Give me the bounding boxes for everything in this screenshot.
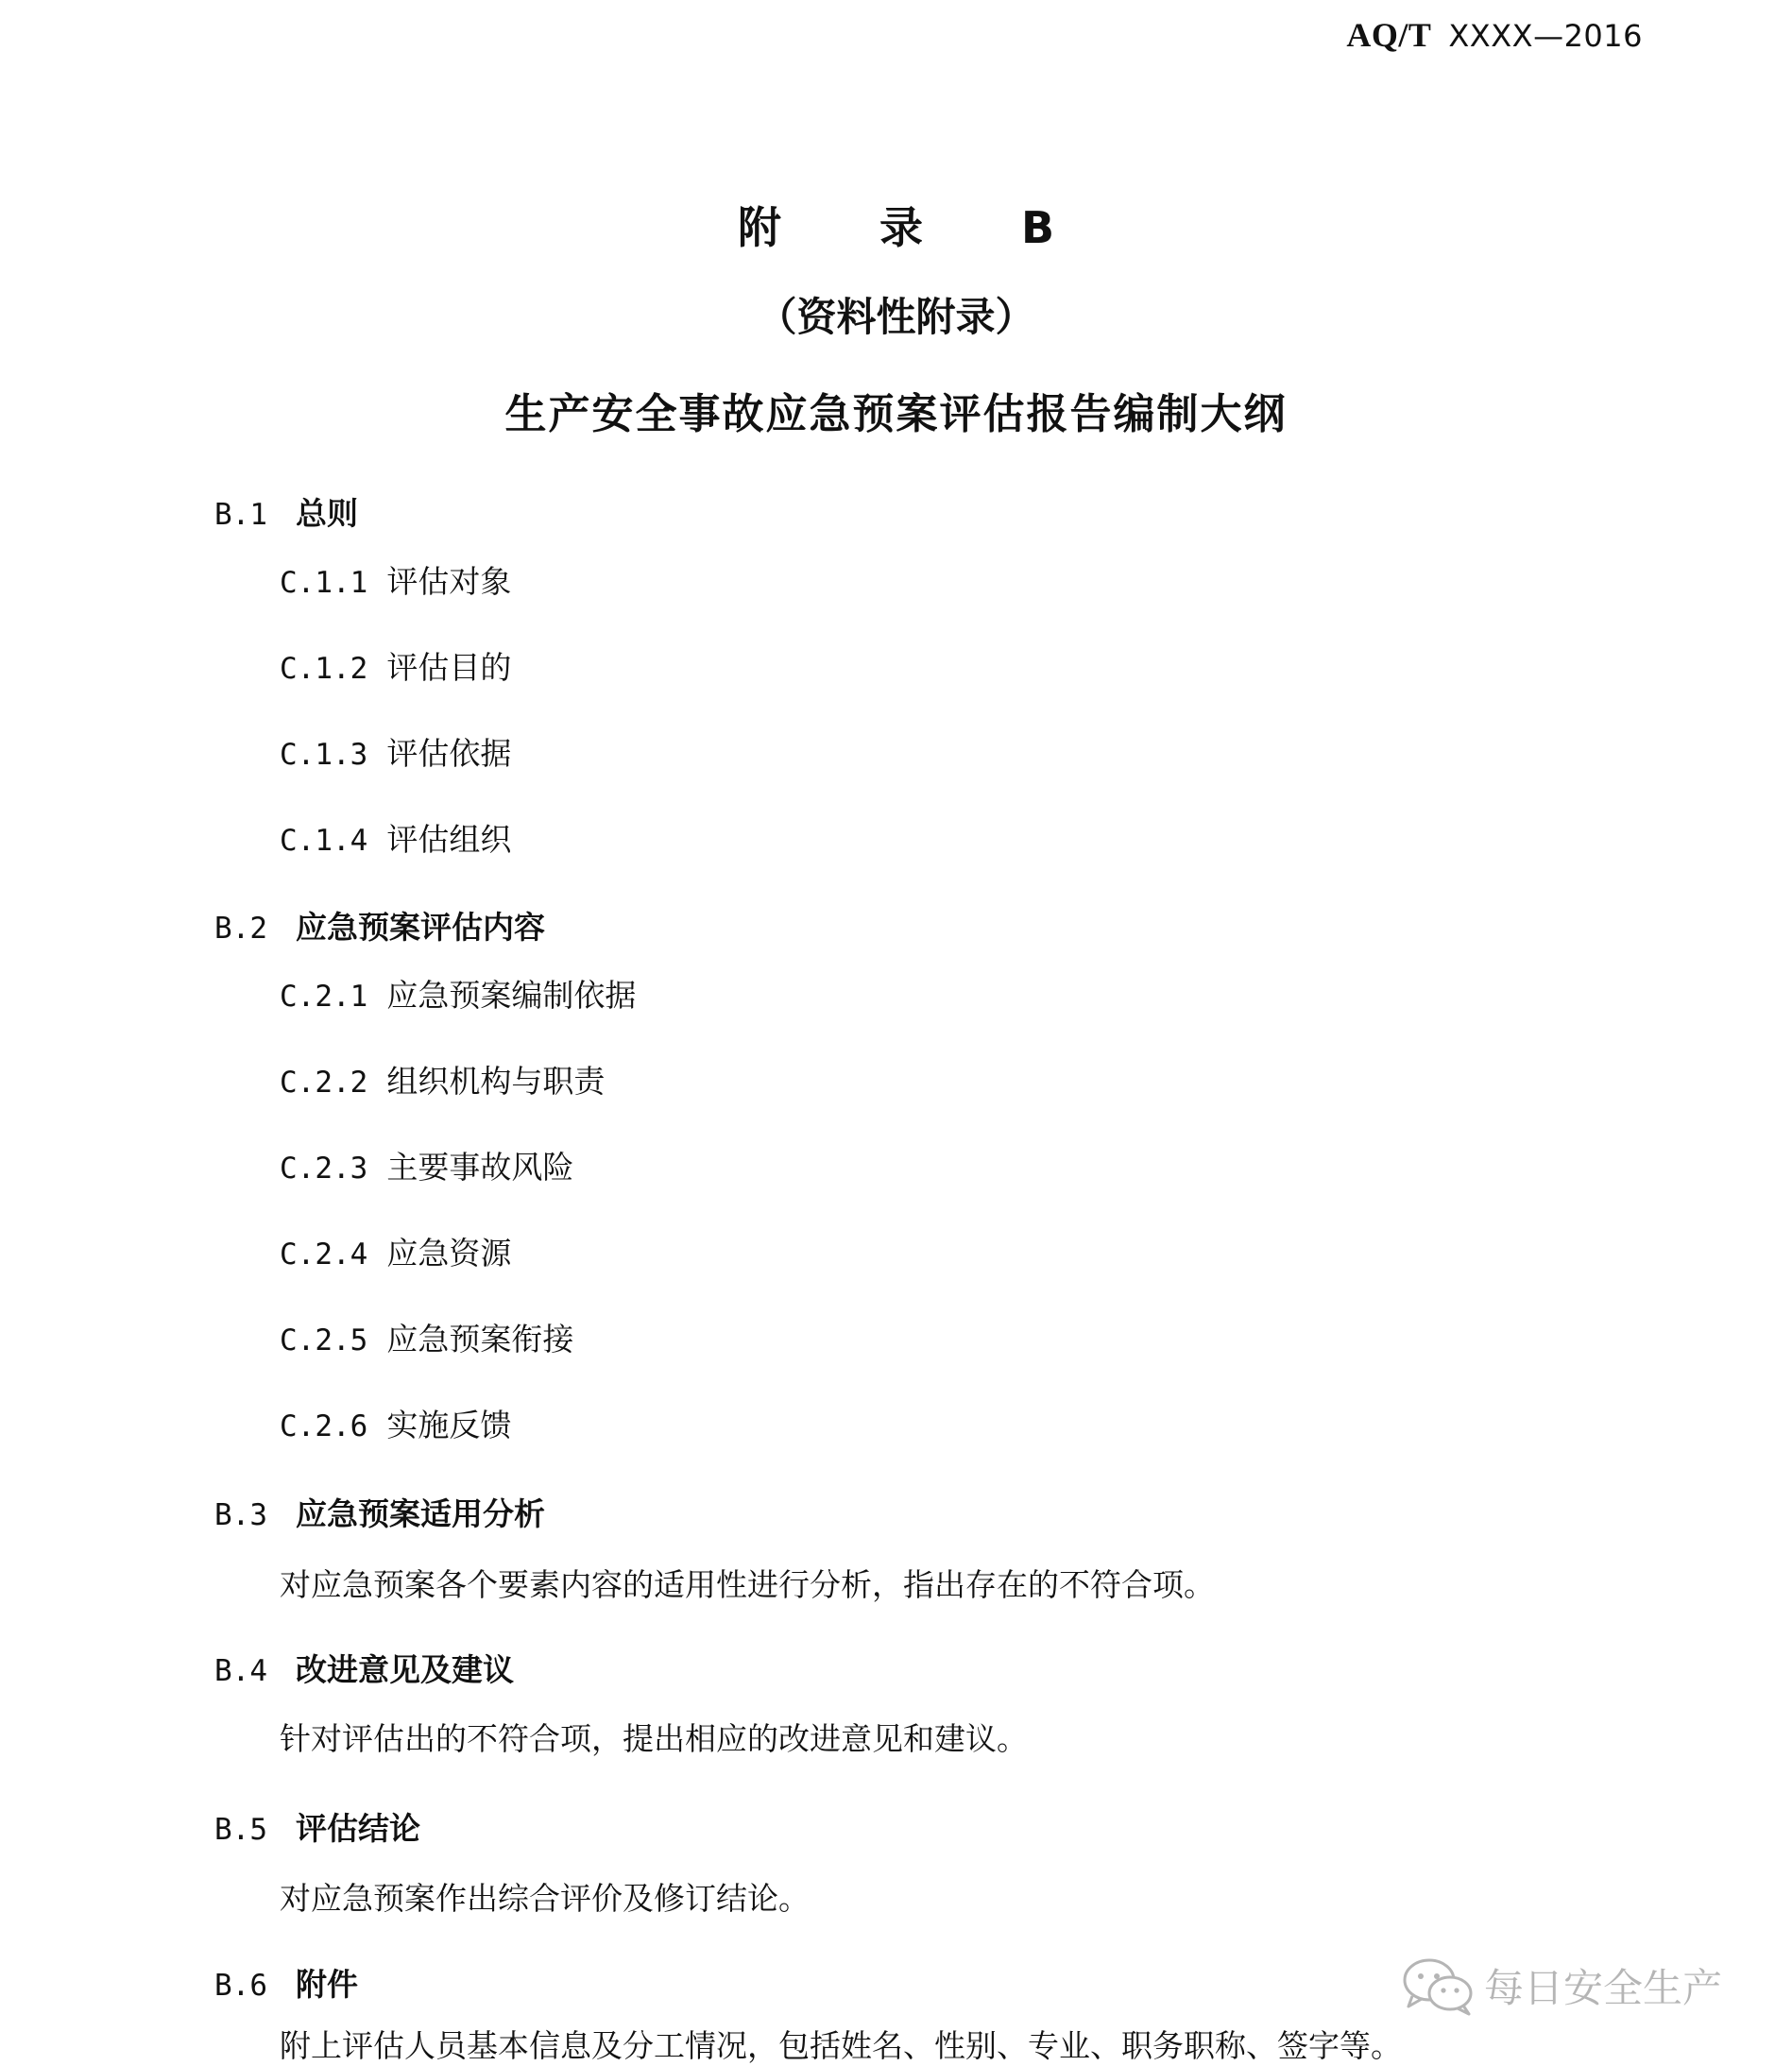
- section-title: 评估结论: [296, 1810, 420, 1847]
- subsection-item: [280, 1315, 573, 1359]
- section-heading-b3: [214, 1490, 545, 1534]
- subsection-number: C.2.3: [280, 1152, 368, 1186]
- subsection-item: [280, 1143, 573, 1187]
- subsection-number: C.2.1: [280, 980, 368, 1014]
- wechat-icon: [1401, 1955, 1475, 2016]
- subsection-number: C.2.2: [280, 1066, 368, 1100]
- subsection-number: C.1.3: [280, 738, 368, 772]
- subsection-label: 评估依据: [386, 735, 512, 772]
- subsection-number: C.2.5: [280, 1323, 368, 1357]
- section-title: 应急预案适用分析: [296, 1495, 545, 1532]
- subsection-item: [280, 1229, 511, 1273]
- subsection-label: 应急预案编制依据: [386, 977, 637, 1014]
- subsection-number: C.1.1: [280, 566, 368, 600]
- section-number: B.1: [214, 498, 267, 532]
- subsection-label: 评估对象: [386, 563, 512, 600]
- section-title: 改进意见及建议: [296, 1651, 514, 1688]
- subsection-label: 主要事故风险: [386, 1149, 574, 1186]
- section-number: B.2: [214, 912, 267, 946]
- subsection-number: C.1.2: [280, 652, 368, 686]
- subsection-label: 组织机构与职责: [386, 1063, 606, 1100]
- appendix-subtitle: （资料性附录）: [757, 294, 1035, 340]
- subsection-item: [280, 1057, 605, 1101]
- subsection-label: 实施反馈: [386, 1407, 512, 1443]
- standard-number: XXXX—2016: [1448, 18, 1643, 54]
- section-number: B.3: [214, 1498, 267, 1532]
- section-heading-b4: [214, 1646, 514, 1690]
- section-title: 总则: [296, 495, 358, 532]
- subsection-label: 应急资源: [386, 1235, 512, 1272]
- watermark: [1401, 1955, 1722, 2016]
- subsection-item: [280, 729, 511, 774]
- subsection-item: [280, 971, 636, 1016]
- subsection-number: C.2.6: [280, 1409, 368, 1443]
- section-paragraph: 对应急预案各个要素内容的适用性进行分析，指出存在的不符合项。: [280, 1566, 1215, 1603]
- subsection-number: C.2.4: [280, 1238, 368, 1272]
- subsection-label: 应急预案衔接: [386, 1321, 574, 1357]
- subsection-item: [280, 557, 511, 602]
- subsection-number: C.1.4: [280, 824, 368, 858]
- subsection-label: 评估目的: [386, 649, 512, 686]
- section-heading-b1: [214, 489, 358, 534]
- section-number: B.6: [214, 1969, 267, 2003]
- section-number: B.4: [214, 1654, 267, 1688]
- section-heading-b6: [214, 1960, 358, 2005]
- section-paragraph: 对应急预案作出综合评价及修订结论。: [280, 1880, 810, 1917]
- watermark-text: 每日安全生产: [1484, 1965, 1723, 2011]
- subsection-label: 评估组织: [386, 821, 512, 858]
- section-heading-b5: [214, 1804, 420, 1849]
- appendix-title: 附 录 B: [737, 202, 1097, 253]
- standard-prefix: AQ/T: [1346, 16, 1432, 54]
- section-paragraph: 针对评估出的不符合项，提出相应的改进意见和建议。: [280, 1720, 1028, 1757]
- section-title: 应急预案评估内容: [296, 909, 545, 946]
- subsection-item: [280, 815, 511, 860]
- appendix-main-title: 生产安全事故应急预案评估报告编制大纲: [504, 390, 1288, 438]
- standard-code: [1346, 15, 1643, 55]
- section-title: 附件: [296, 1966, 358, 2003]
- subsection-item: [280, 1401, 511, 1445]
- section-heading-b2: [214, 903, 545, 948]
- subsection-item: [280, 643, 511, 688]
- section-paragraph: 附上评估人员基本信息及分工情况，包括姓名、性别、专业、职务职称、签字等。: [280, 2027, 1402, 2064]
- section-number: B.5: [214, 1813, 267, 1847]
